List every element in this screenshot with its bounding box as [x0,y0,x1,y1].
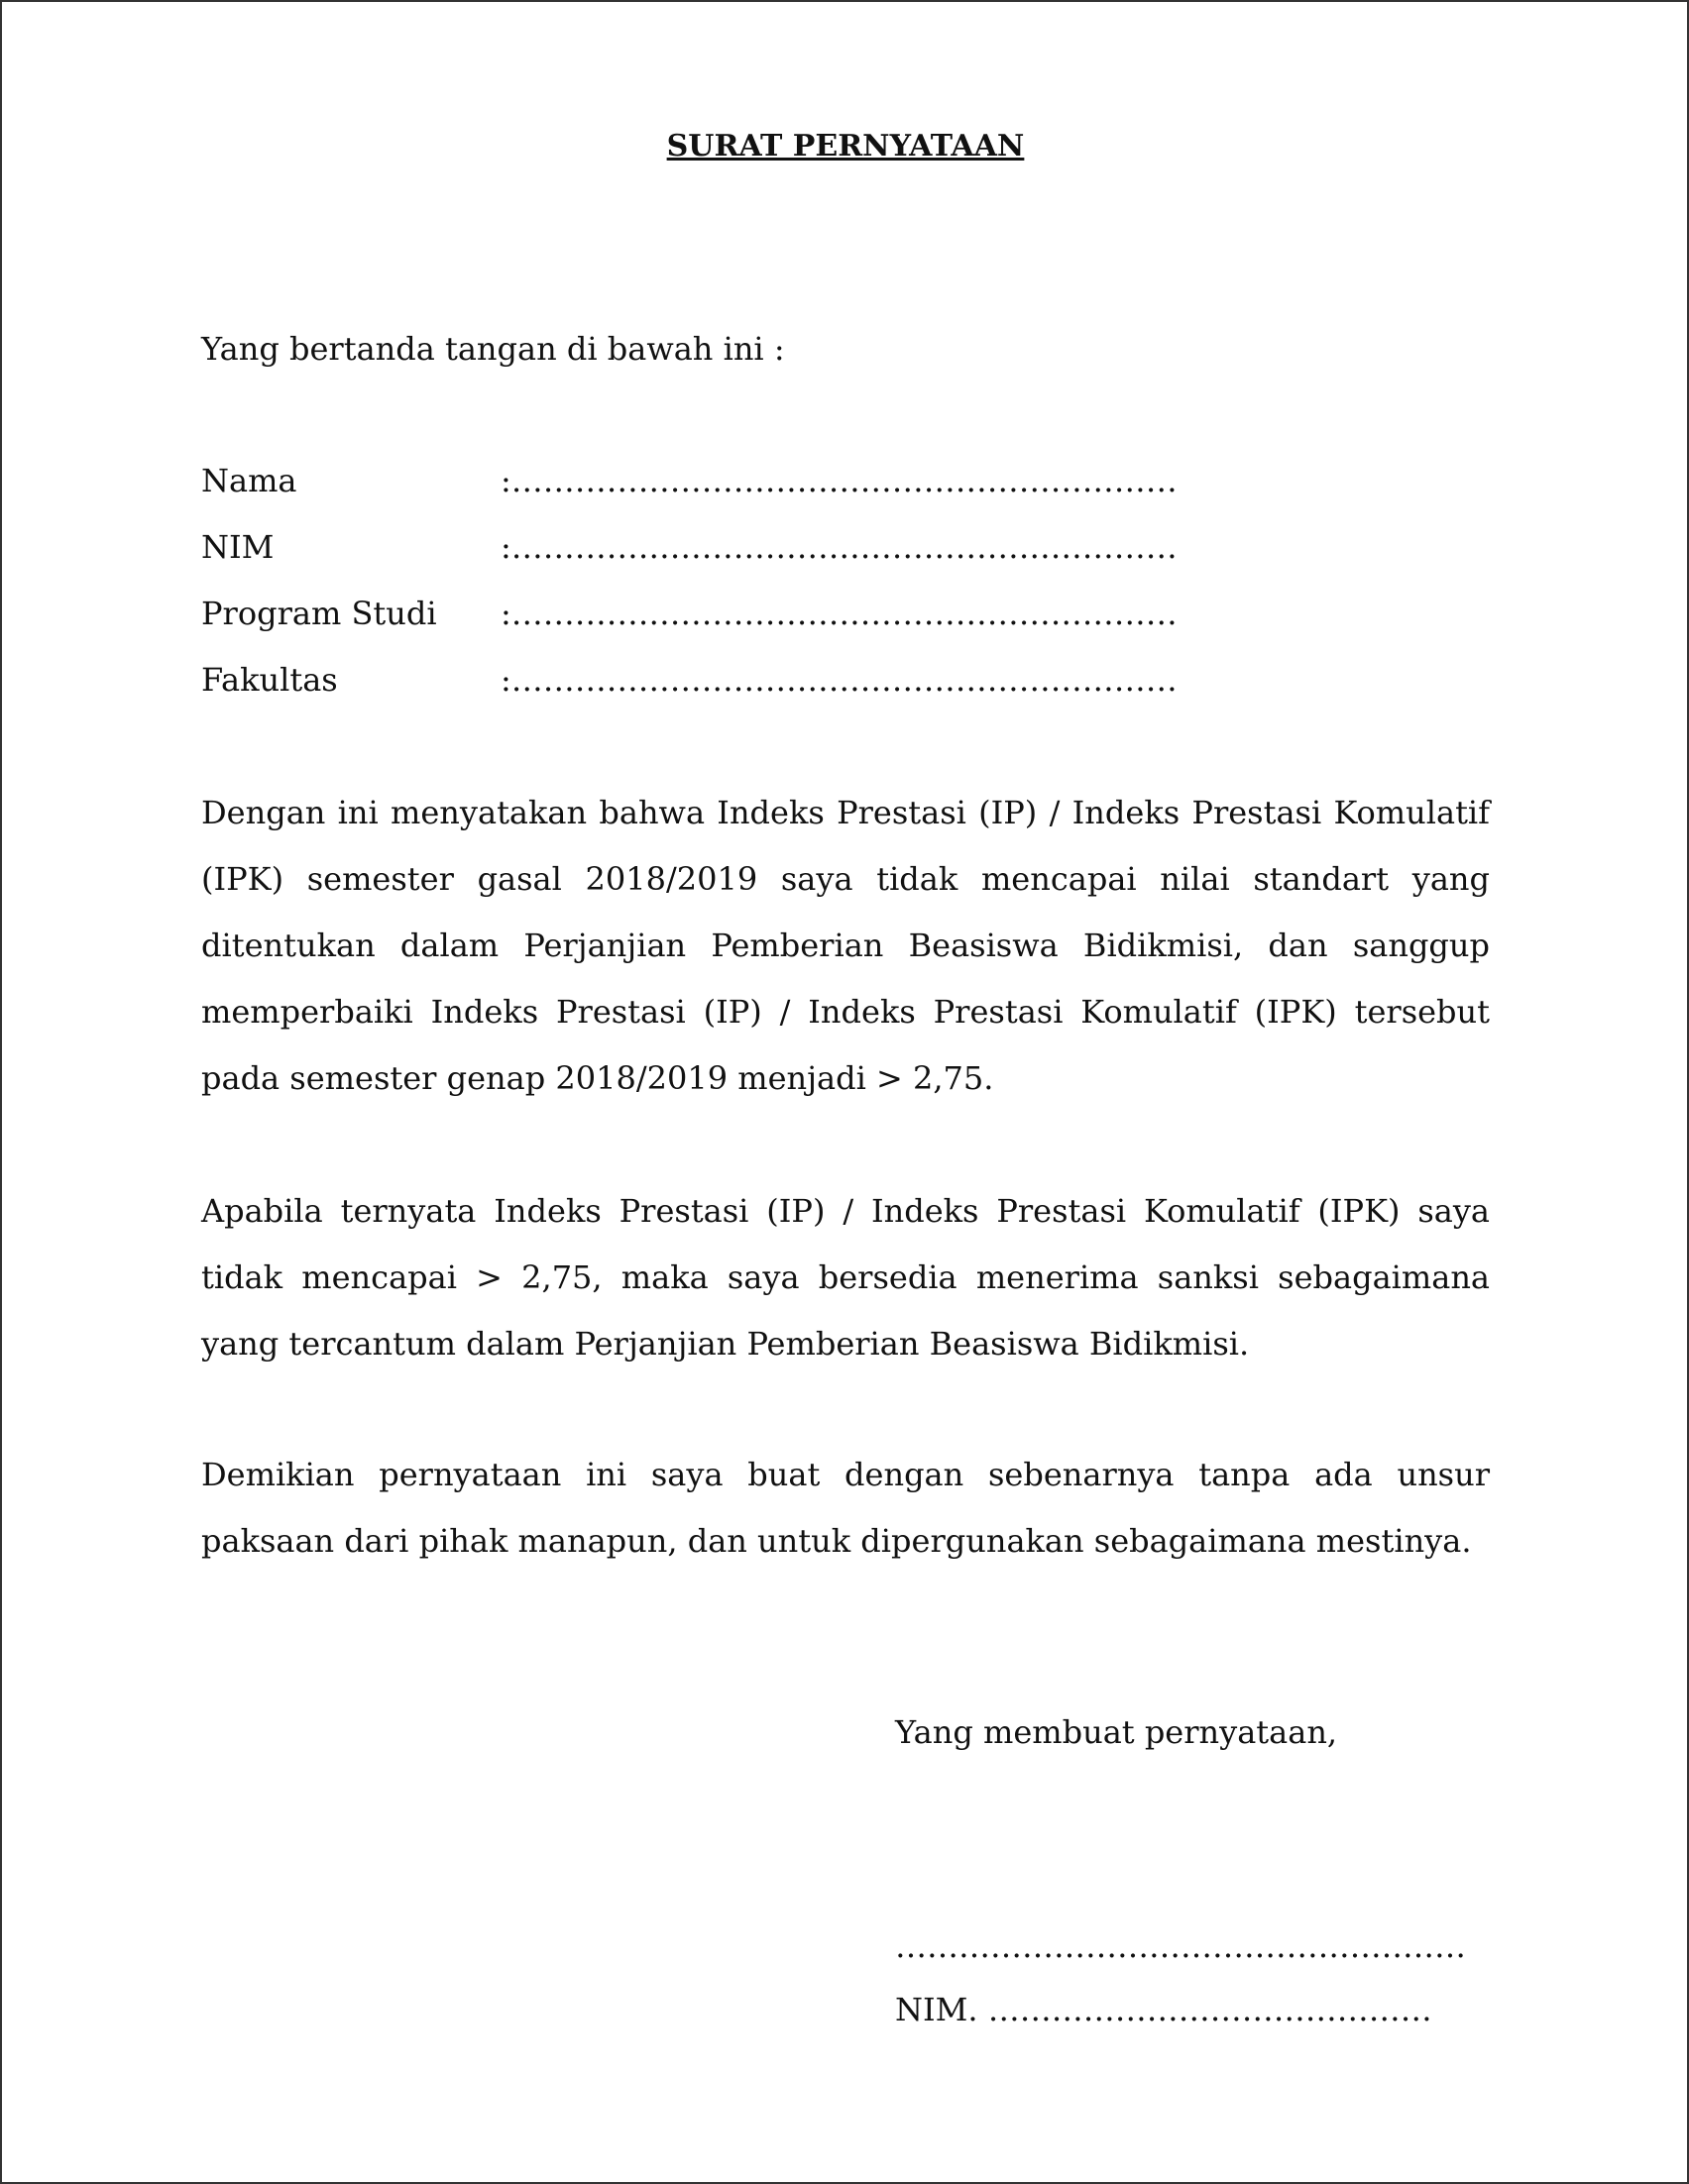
sanction-paragraph: Apabila ternyata Indeks Prestasi (IP) / Indeks Prestasi Komulatif (IPK) saya tidak mencapai > 2,75, maka saya bersedia menerima sanksi sebagaimana yang tercantum dalam Perjanjian Pemberian Beasiswa Bidikmisi. [201,1192,1490,1363]
field-label-program-studi: Program Studi [201,595,437,632]
field-row-fakultas [201,660,1490,726]
closing-paragraph: Demikian pernyataan ini saya buat dengan sebenarnya tanpa ada unsur paksaan dari pihak manapun, dan untuk dipergunakan sebagaimana mestinya. [201,1456,1490,1560]
signature-name-blank: ……………………………………………… [895,1927,1466,1965]
field-row-nama [201,461,1490,527]
field-blank-program-studi: ……………………………………………………… [510,595,1178,632]
signature-nim-blank: NIM. …………………………………… [895,1991,1432,2028]
field-blank-nama: ……………………………………………………… [510,462,1178,499]
field-blank-fakultas: ……………………………………………………… [510,661,1178,699]
identity-fields [201,461,1490,726]
field-label-nim: NIM [201,528,275,566]
signature-block [895,1712,1466,2028]
field-row-program-studi [201,594,1490,660]
field-colon: : [501,595,511,632]
field-label-fakultas: Fakultas [201,661,338,699]
field-colon: : [501,528,511,566]
intro-text: Yang bertanda tangan di bawah ini : [201,330,785,368]
document-title: SURAT PERNYATAAN [666,129,1025,164]
statement-paragraph: Dengan ini menyatakan bahwa Indeks Prestasi (IP) / Indeks Prestasi Komulatif (IPK) semester gasal 2018/2019 saya tidak mencapai nilai standart yang ditentukan dalam Perjanjian Pemberian Beasiswa Bidikmisi, dan sanggup memperbaiki Indeks Prestasi (IP) / Indeks Prestasi Komulatif (IPK) tersebut pada semester genap 2018/2019 menjadi > 2,75. [201,794,1490,1097]
signature-label: Yang membuat pernyataan, [895,1713,1338,1751]
field-blank-nim: ……………………………………………………… [510,528,1178,566]
field-colon: : [501,462,511,499]
field-row-nim [201,527,1490,594]
field-colon: : [501,661,511,699]
field-label-nama: Nama [201,462,297,499]
